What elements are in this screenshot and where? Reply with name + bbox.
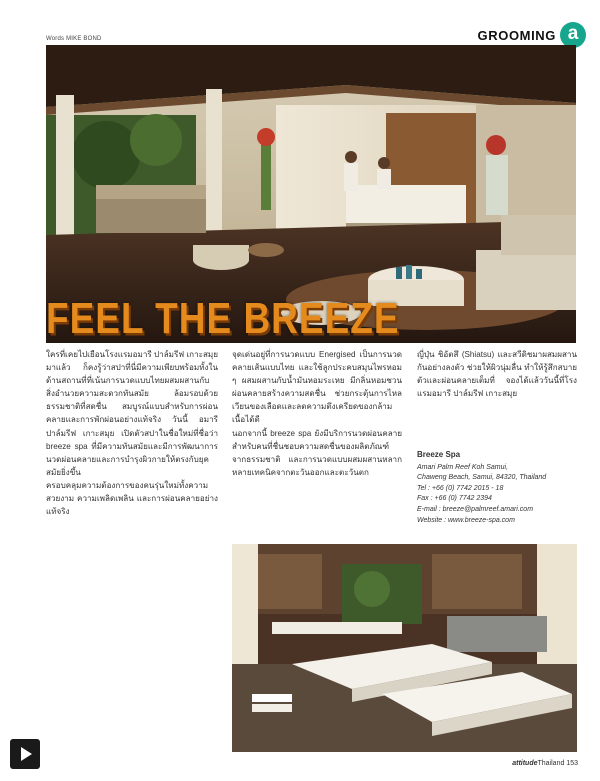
paragraph: ครอบคลุมความต้องการของคนรุ่นใหม่ทั้งความสวยงาม ความเพลิดเพลิน และการผ่อนคลายอย่างแท้จริง <box>46 480 218 517</box>
contact-website[interactable]: Website : www.breeze-spa.com <box>417 516 515 524</box>
edition-name: Thailand <box>537 760 565 767</box>
article-headline: FEEL THE BREEZE <box>46 294 400 343</box>
contact-title: Breeze Spa <box>417 450 461 459</box>
contact-address: Chaweng Beach, Samui, 84320, Thailand <box>417 474 547 482</box>
paragraph: ใครที่เคยไปเยือนโรงแรมอมารี ปาล์มรีฟ เกาะสมุย มาแล้ว ก็คงรู้ว่าสปาที่นี่มีความเพียบพร้อมทั้งในด้านสถานที่ที่เน้นการนวดแบบไทยผสมผสานกับสิ่งอำนวยความสะดวกทันสมัย ล้อมรอบด้วยธรรมชาติที่สดชื่น สมบูรณ์แบบสำหรับการผ่อนคลายและการพักผ่อนอย่างแท้จริง วันนี้ อมารี ปาล์มรีฟ เกาะสมุย เปิดตัวสปาในชื่อใหม่ที่ชื่อว่า breeze spa ที่มีความทันสมัยและมีการพัฒนาการนวดผ่อนคลายและการบำรุงผิวกายให้ตรงกับยุคสมัยยิ่งขึ้น <box>46 350 218 477</box>
brand-name: attitude <box>512 760 538 767</box>
section-label: GROOMING <box>477 27 556 43</box>
contact-fax: Fax : +66 (0) 7742 2394 <box>417 495 492 503</box>
contact-address: Amari Palm Reef Koh Samui, <box>417 463 509 471</box>
paragraph: ญี่ปุ่น ชิอัตสึ (Shiatsu) และสวีดิชมาผสมผสานกันอย่างลงตัว ช่วยให้ผิวนุ่มลื่น ทำให้รู้สึกสบายตัวและผ่อนคลายเต็มที่ จองได้แล้ววันนี้ที่โรงแรมอมารี ปาล์มรีฟ เกาะสมุย <box>417 350 577 399</box>
paragraph: จุดเด่นอยู่ที่การนวดแบบ Energised เป็นการนวดคลายเส้นแบบไทย และใช้ลูกประคบสมุนไพรหอม ๆ ผสมผสานกับน้ำมันหอมระเหย มีกลิ่นหอมชวนผ่อนคลายสร้างความสดชื่น ช่วยกระตุ้นการไหลเวียนของเลือดและลดความตึงเครียดของกล้ามเนื้อได้ดี <box>232 350 402 425</box>
play-icon <box>21 747 32 761</box>
contact-tel: Tel : +66 (0) 7742 2015 - 18 <box>417 484 504 492</box>
body-column-2 <box>232 348 402 479</box>
page-number: 153 <box>566 760 578 767</box>
play-button[interactable] <box>10 739 40 769</box>
contact-email[interactable]: E-mail : breeze@palmreef.amari.com <box>417 505 534 513</box>
treatment-room-photo <box>232 544 577 752</box>
contact-box <box>417 450 577 526</box>
page-folio <box>512 760 578 767</box>
body-column-3 <box>417 348 577 400</box>
author-credit: Words MIKE BOND <box>46 36 102 42</box>
paragraph: นอกจากนี้ breeze spa ยังมีบริการนวดผ่อนคลายสำหรับคนที่ชื่นชอบความสดชื่นของผลิตภัณฑ์จากธรรมชาติ และการนวดแบบผสมผสานหลากหลายเทคนิคจากตะวันออกและตะวันตก <box>232 428 402 477</box>
body-column-1 <box>46 348 218 518</box>
circle-a-icon: a <box>560 22 586 48</box>
